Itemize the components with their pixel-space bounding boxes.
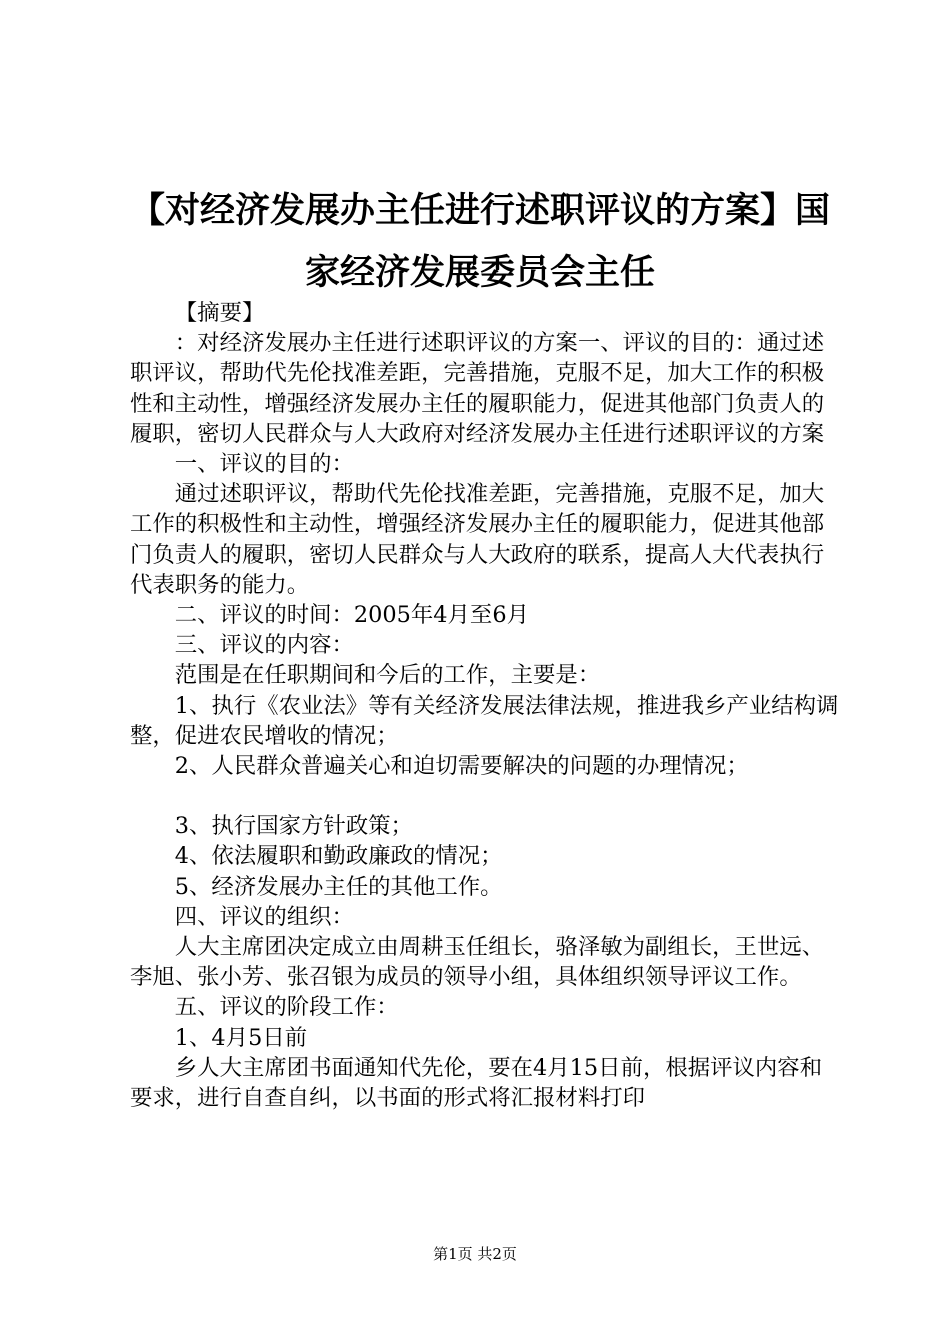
content-item-3: 3、执行国家方针政策； <box>174 813 413 840</box>
stage-1-paragraph: 乡人大主席团书面通知代先伦，要在4月15日前，根据评议内容和要求，进行自查自纠，以书面的形式将汇报材料打印 <box>130 1054 823 1112</box>
section-heading-stages: 五、评议的阶段工作： <box>174 994 399 1021</box>
section-heading-purpose: 一、评议的目的： <box>174 451 354 478</box>
section-heading-content: 三、评议的内容： <box>174 632 354 659</box>
content-item-1: 1、执行《农业法》等有关经济发展法律法规，推进我乡产业结构调整，促进农民增收的情况； <box>130 692 839 749</box>
abstract-paragraph: ：对经济发展办主任进行述职评议的方案一、评议的目的：通过述职评议，帮助代先伦找准差距，完善措施，克服不足，加大工作的积极性和主动性，增强经济发展办主任的履职能力，促进其他部门负责人的履职，密切人民群众与人大政府对经济发展办主任进行述职评议的方案 <box>130 330 825 447</box>
document-body <box>130 298 842 1113</box>
purpose-paragraph: 通过述职评议，帮助代先伦找准差距，完善措施，克服不足，加大工作的积极性和主动性，增强经济发展办主任的履职能力，促进其他部门负责人的履职，密切人民群众与人大政府的联系，提高人大代表执行代表职务的能力。 <box>130 481 825 598</box>
content-item-2: 2、人民群众普遍关心和迫切需要解决的问题的办理情况； <box>174 753 749 780</box>
document-title: 【对经济发展办主任进行述职评议的方案】国家经济发展委员会主任 <box>129 191 830 293</box>
stage-1-heading: 1、4月5日前 <box>174 1024 308 1051</box>
page-number-footer: 第1页 共2页 <box>433 1245 517 1263</box>
content-item-5: 5、经济发展办主任的其他工作。 <box>174 873 503 900</box>
content-item-4: 4、依法履职和勤政廉政的情况； <box>174 843 503 870</box>
organization-paragraph: 人大主席团决定成立由周耕玉任组长，骆泽敏为副组长，王世远、李旭、张小芳、张召银为成员的领导小组，具体组织领导评议工作。 <box>130 934 825 991</box>
section-heading-organization: 四、评议的组织： <box>174 903 354 930</box>
content-scope-paragraph: 范围是在任职期间和今后的工作，主要是： <box>174 662 601 689</box>
abstract-label: 【摘要】 <box>174 300 265 326</box>
section-heading-time: 二、评议的时间：2005年4月至6月 <box>174 602 529 629</box>
